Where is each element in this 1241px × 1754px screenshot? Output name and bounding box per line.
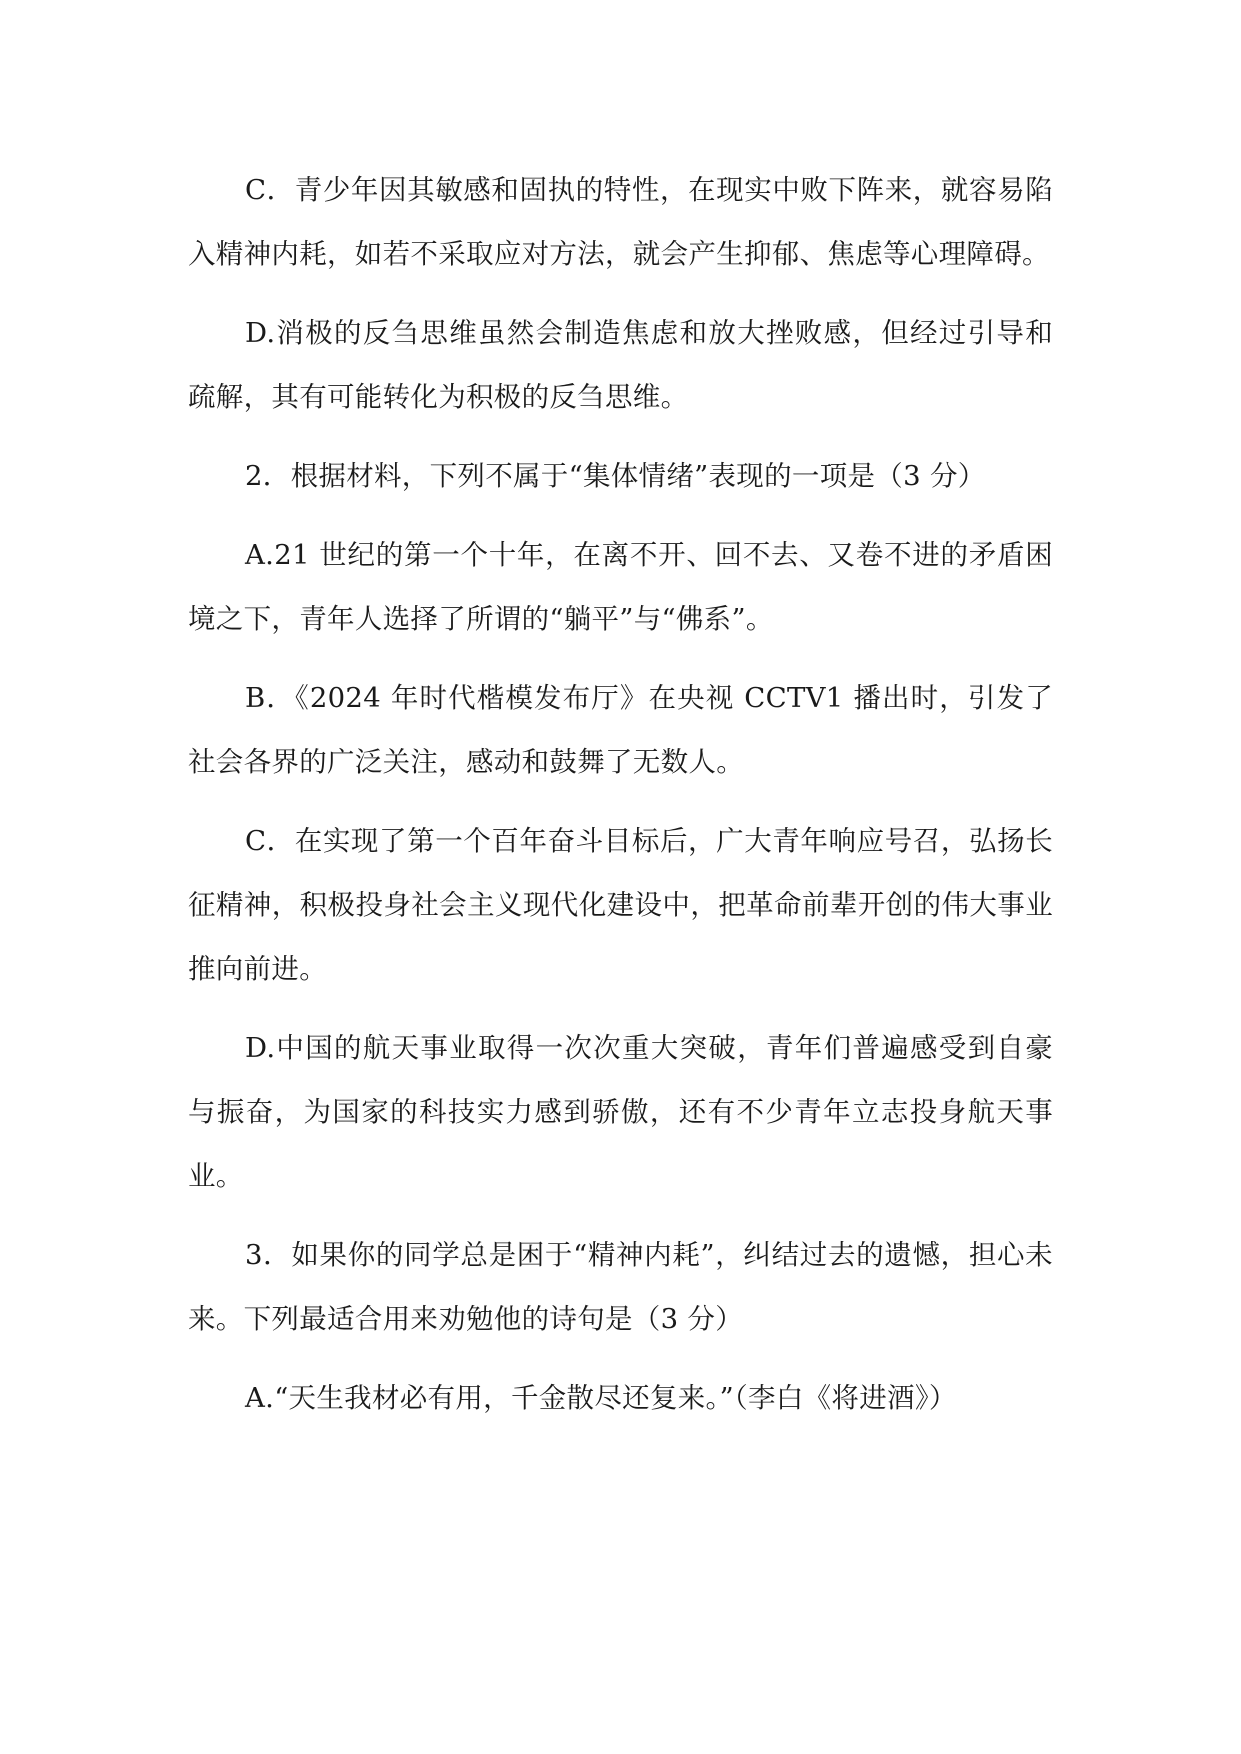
question-2-stem: 2．根据材料，下列不属于“集体情绪”表现的一项是（3 分） xyxy=(245,460,986,492)
option-c-paragraph-q2: C．在实现了第一个百年奋斗目标后，广大青年响应号召，弘扬长征精神，积极投身社会主义现代化建设中，把革命前辈开创的伟大事业推向前进。 xyxy=(188,825,1053,985)
page-content xyxy=(188,158,1053,1430)
option-d-paragraph-q1: D.消极的反刍思维虽然会制造焦虑和放大挫败感，但经过引导和疏解，其有可能转化为积极的反刍思维。 xyxy=(188,317,1053,413)
option-d-paragraph-q2: D.中国的航天事业取得一次次重大突破，青年们普遍感受到自豪与振奋，为国家的科技实力感到骄傲，还有不少青年立志投身航天事业。 xyxy=(188,1032,1053,1192)
option-a-paragraph-q2: A.21 世纪的第一个十年，在离不开、回不去、又卷不进的矛盾困境之下，青年人选择了所谓的“躺平”与“佛系”。 xyxy=(188,539,1053,635)
option-b-paragraph-q2: B．《2024 年时代楷模发布厅》在央视 CCTV1 播出时，引发了社会各界的广泛关注，感动和鼓舞了无数人。 xyxy=(188,682,1053,778)
question-3-stem: 3．如果你的同学总是困于“精神内耗”，纠结过去的遗憾，担心未来。下列最适合用来劝勉他的诗句是（3 分） xyxy=(188,1239,1053,1335)
option-c-paragraph-q1: C．青少年因其敏感和固执的特性，在现实中败下阵来，就容易陷入精神内耗，如若不采取应对方法，就会产生抑郁、焦虑等心理障碍。 xyxy=(188,174,1053,270)
option-a-paragraph-q3: A.“天生我材必有用，千金散尽还复来。”（李白《将进酒》） xyxy=(245,1382,957,1414)
